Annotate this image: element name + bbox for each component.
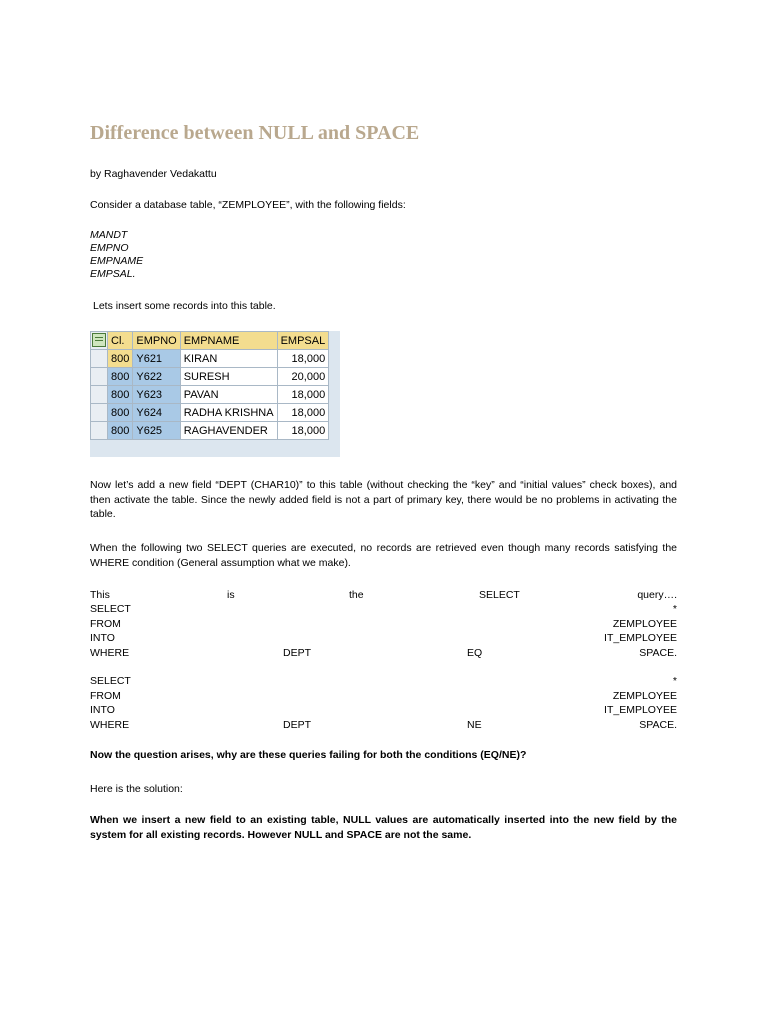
- cell-empname[interactable]: KIRAN: [180, 350, 277, 368]
- keyword-where: WHERE: [90, 647, 130, 659]
- where-field: DEPT: [283, 719, 312, 731]
- cell-empsal[interactable]: 18,000: [277, 404, 329, 422]
- keyword-into: INTO: [90, 632, 115, 644]
- cell-empsal[interactable]: 20,000: [277, 368, 329, 386]
- table-row: [91, 350, 329, 368]
- add-field-paragraph: Now let’s add a new field “DEPT (CHAR10)” to this table (without checking the “key” and “initial values” check boxes), and then activate the table. Since the newly added field is not a part of primary key, there would be no problems in activating the table.: [90, 479, 677, 520]
- table-settings-icon: [92, 333, 106, 347]
- cell-empsal[interactable]: 18,000: [277, 386, 329, 404]
- intro-paragraph: Consider a database table, “ZEMPLOYEE”, with the following fields:: [90, 199, 406, 211]
- query-intro-word: the: [349, 589, 364, 601]
- keyword-where: WHERE: [90, 719, 130, 731]
- cell-empsal[interactable]: 18,000: [277, 422, 329, 440]
- query2-into-line: [90, 704, 677, 719]
- row-selector[interactable]: [91, 368, 108, 386]
- field-item: EMPNO: [90, 242, 129, 254]
- query-intro-word: is: [227, 589, 235, 601]
- table-header-row: [91, 332, 329, 350]
- employee-table: [90, 331, 340, 457]
- query1-select-line: [90, 603, 677, 618]
- cell-empname[interactable]: RAGHAVENDER: [180, 422, 277, 440]
- query-intro-word: This: [90, 589, 110, 601]
- field-item: EMPSAL.: [90, 268, 136, 280]
- query1-where-line: [90, 647, 677, 662]
- insert-paragraph: Lets insert some records into this table.: [93, 300, 276, 312]
- column-header-empname[interactable]: EMPNAME: [180, 332, 277, 350]
- where-value: SPACE.: [639, 719, 677, 731]
- cell-client[interactable]: 800: [108, 368, 133, 386]
- keyword-select: SELECT: [90, 675, 131, 687]
- table-row: [91, 404, 329, 422]
- table-row: [91, 368, 329, 386]
- query1-into-line: [90, 632, 677, 647]
- cell-empname[interactable]: PAVAN: [180, 386, 277, 404]
- query-intro-word: SELECT: [479, 589, 520, 601]
- select-star: *: [672, 603, 677, 615]
- keyword-select: SELECT: [90, 603, 131, 615]
- where-operator: NE: [467, 719, 482, 731]
- cell-client[interactable]: 800: [108, 386, 133, 404]
- keyword-from: FROM: [90, 690, 121, 702]
- select-star: *: [672, 675, 677, 687]
- cell-empno[interactable]: Y622: [133, 368, 180, 386]
- row-selector[interactable]: [91, 386, 108, 404]
- cell-client[interactable]: 800: [108, 422, 133, 440]
- where-operator: EQ: [467, 647, 483, 659]
- solution-paragraph: When we insert a new field to an existing table, NULL values are automatically inserted into the new field by the system for all existing records. However NULL and SPACE are not the same.: [90, 814, 677, 841]
- where-value: SPACE.: [639, 647, 677, 659]
- column-header-client[interactable]: Cl.: [108, 332, 133, 350]
- cell-empno[interactable]: Y621: [133, 350, 180, 368]
- cell-empname[interactable]: RADHA KRISHNA: [180, 404, 277, 422]
- query2-select-line: [90, 675, 677, 690]
- field-item: EMPNAME: [90, 255, 144, 267]
- table-row: [91, 386, 329, 404]
- cell-empname[interactable]: SURESH: [180, 368, 277, 386]
- internal-table-name: IT_EMPLOYEE: [604, 632, 677, 644]
- cell-empsal[interactable]: 18,000: [277, 350, 329, 368]
- query-intro-word: query….: [637, 589, 677, 601]
- cell-client[interactable]: 800: [108, 404, 133, 422]
- where-field: DEPT: [283, 647, 312, 659]
- field-item: MANDT: [90, 229, 128, 241]
- query-intro-line: [90, 589, 677, 604]
- keyword-from: FROM: [90, 618, 121, 630]
- column-header-empno[interactable]: EMPNO: [133, 332, 180, 350]
- query1-from-line: [90, 618, 677, 633]
- row-selector[interactable]: [91, 422, 108, 440]
- select-paragraph: When the following two SELECT queries are executed, no records are retrieved even though many records satisfying the WHERE condition (General assumption what we make).: [90, 542, 677, 569]
- table-settings-button[interactable]: [91, 332, 108, 350]
- question-paragraph: Now the question arises, why are these queries failing for both the conditions (EQ/NE)?: [90, 749, 527, 761]
- query2-from-line: [90, 690, 677, 705]
- query2-where-line: [90, 719, 677, 734]
- column-header-empsal[interactable]: EMPSAL: [277, 332, 329, 350]
- cell-empno[interactable]: Y624: [133, 404, 180, 422]
- field-list: [90, 229, 143, 281]
- keyword-into: INTO: [90, 704, 115, 716]
- internal-table-name: IT_EMPLOYEE: [604, 704, 677, 716]
- table-row: [91, 422, 329, 440]
- table-name: ZEMPLOYEE: [612, 618, 677, 630]
- cell-empno[interactable]: Y625: [133, 422, 180, 440]
- cell-empno[interactable]: Y623: [133, 386, 180, 404]
- row-selector[interactable]: [91, 404, 108, 422]
- cell-client[interactable]: 800: [108, 350, 133, 368]
- row-selector[interactable]: [91, 350, 108, 368]
- table-name: ZEMPLOYEE: [612, 690, 677, 702]
- solution-label: Here is the solution:: [90, 783, 183, 795]
- author-line: by Raghavender Vedakattu: [90, 168, 217, 180]
- page-title: Difference between NULL and SPACE: [90, 122, 420, 144]
